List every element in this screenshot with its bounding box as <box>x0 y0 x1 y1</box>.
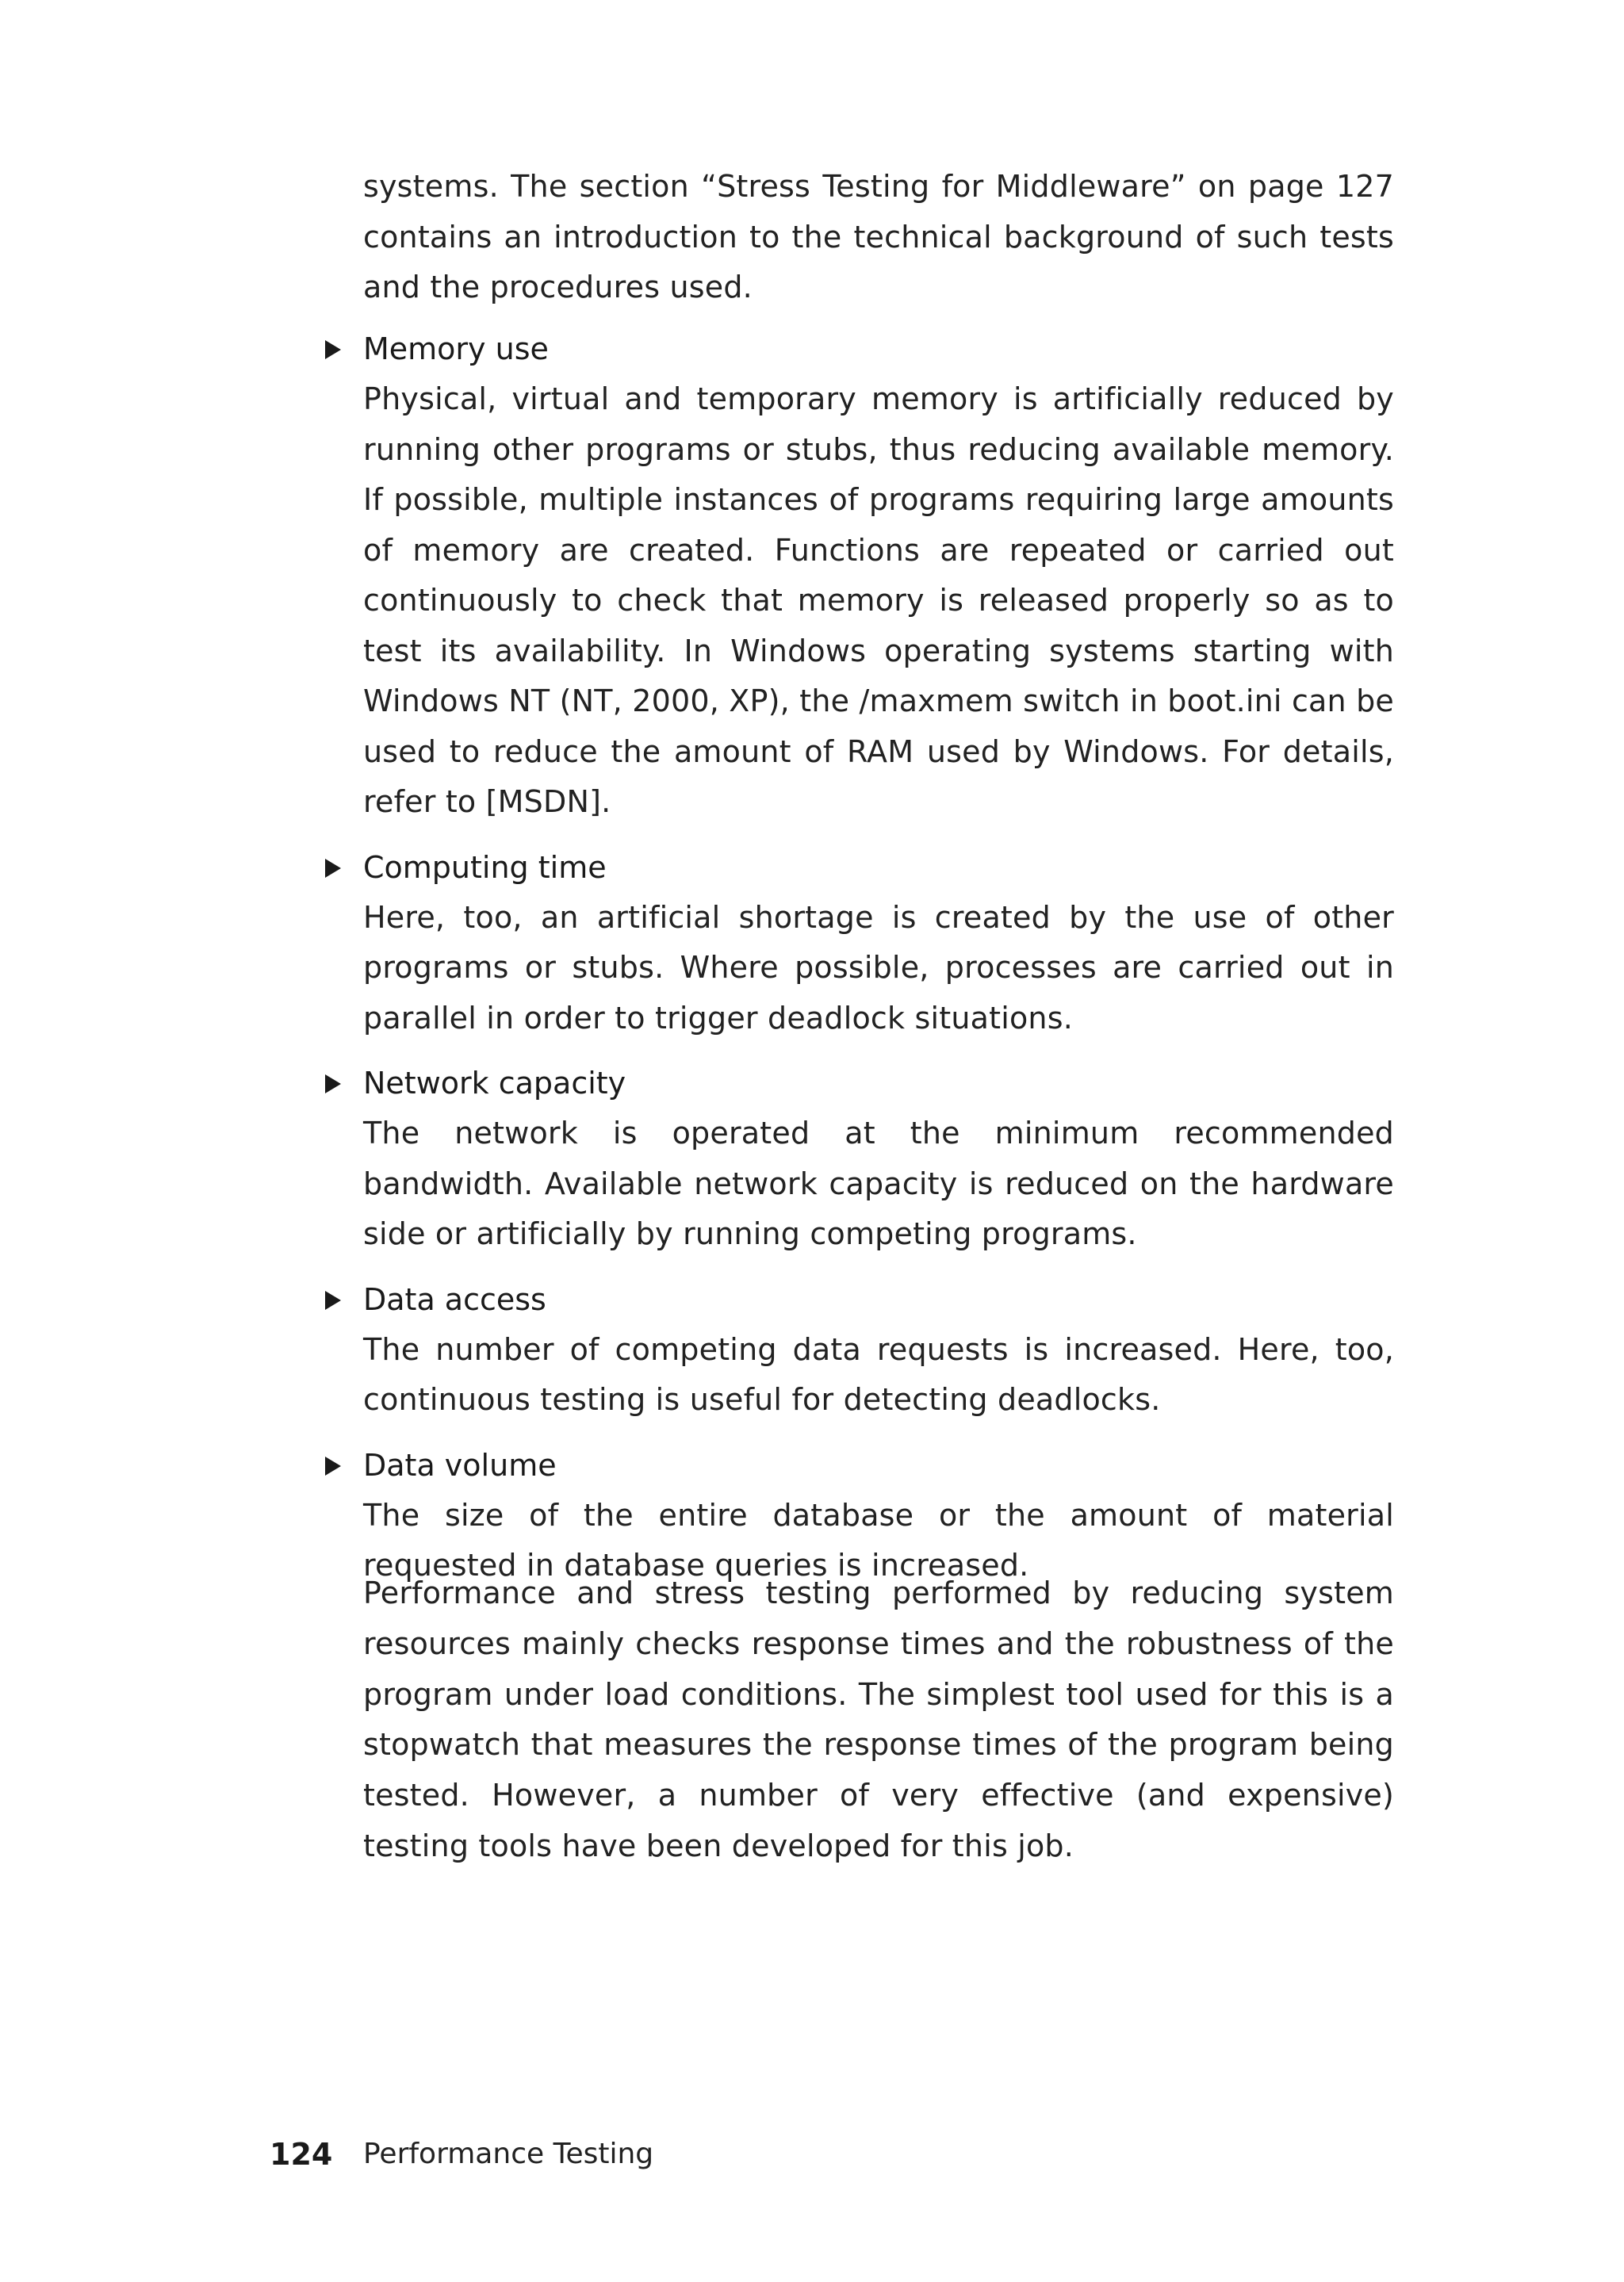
triangle-bullet-icon <box>325 340 341 359</box>
heading-text: Computing time <box>363 849 607 885</box>
running-title: Performance Testing <box>363 2138 654 2170</box>
intro-paragraph-continuation: systems. The section “Stress Testing for Middleware” on page 127 contains an introduction to the technical background of such tests and the procedures used. <box>363 169 1394 304</box>
triangle-bullet-icon <box>325 1074 341 1093</box>
list-item-heading <box>363 1440 1394 1491</box>
triangle-bullet-icon <box>325 1291 341 1310</box>
list-item-computing-time <box>363 842 1394 1044</box>
closing-paragraph: Performance and stress testing performed by reducing system resources mainly checks response times and the robustness of the program under load conditions. The simplest tool used for this is a stopwatch that measures the response times of the program being tested. However, a number of very effective (and expensive) testing tools have been developed for this job. <box>363 1576 1394 1863</box>
list-item-heading <box>363 842 1394 893</box>
resource-bullet-list <box>363 324 1394 1606</box>
list-item-network-capacity <box>363 1058 1394 1260</box>
list-item-body: Physical, virtual and temporary memory is artificially reduced by running other programs or stubs, thus reducing available memory. If possible, multiple instances of programs requiring large amounts of memory are created. Functions are repeated or carried out continuously to check that memory is released properly so as to test its availability. In Windows operating systems starting with Windows NT (NT, 2000, XP), the /maxmem switch in boot.ini can be used to reduce the amount of RAM used by Windows. For details, refer to [MSDN]. <box>363 381 1394 819</box>
triangle-bullet-icon <box>325 859 341 878</box>
list-item-memory-use <box>363 324 1394 828</box>
list-item-heading <box>363 324 1394 374</box>
heading-text: Network capacity <box>363 1066 626 1101</box>
list-item-heading <box>363 1274 1394 1325</box>
list-item-heading <box>363 1058 1394 1108</box>
heading-text: Data volume <box>363 1447 557 1483</box>
triangle-bullet-icon <box>325 1457 341 1476</box>
list-item-body: The network is operated at the minimum recommended bandwidth. Available network capacity is reduced on the hardware side or artificially by running competing programs. <box>363 1116 1394 1251</box>
heading-text: Data access <box>363 1281 546 1317</box>
list-item-body: Here, too, an artificial shortage is created by the use of other programs or stubs. Where possible, processes are carried out in parallel in order to trigger deadlock situations. <box>363 899 1394 1036</box>
list-item-data-access <box>363 1274 1394 1426</box>
page-number: 124 <box>270 2137 333 2172</box>
list-item-body: The size of the entire database or the amount of material requested in database queries is increased. <box>363 1497 1394 1583</box>
page-footer <box>270 2131 983 2178</box>
heading-text: Memory use <box>363 331 549 366</box>
list-item-body: The number of competing data requests is increased. Here, too, continuous testing is useful for detecting deadlocks. <box>363 1331 1394 1417</box>
